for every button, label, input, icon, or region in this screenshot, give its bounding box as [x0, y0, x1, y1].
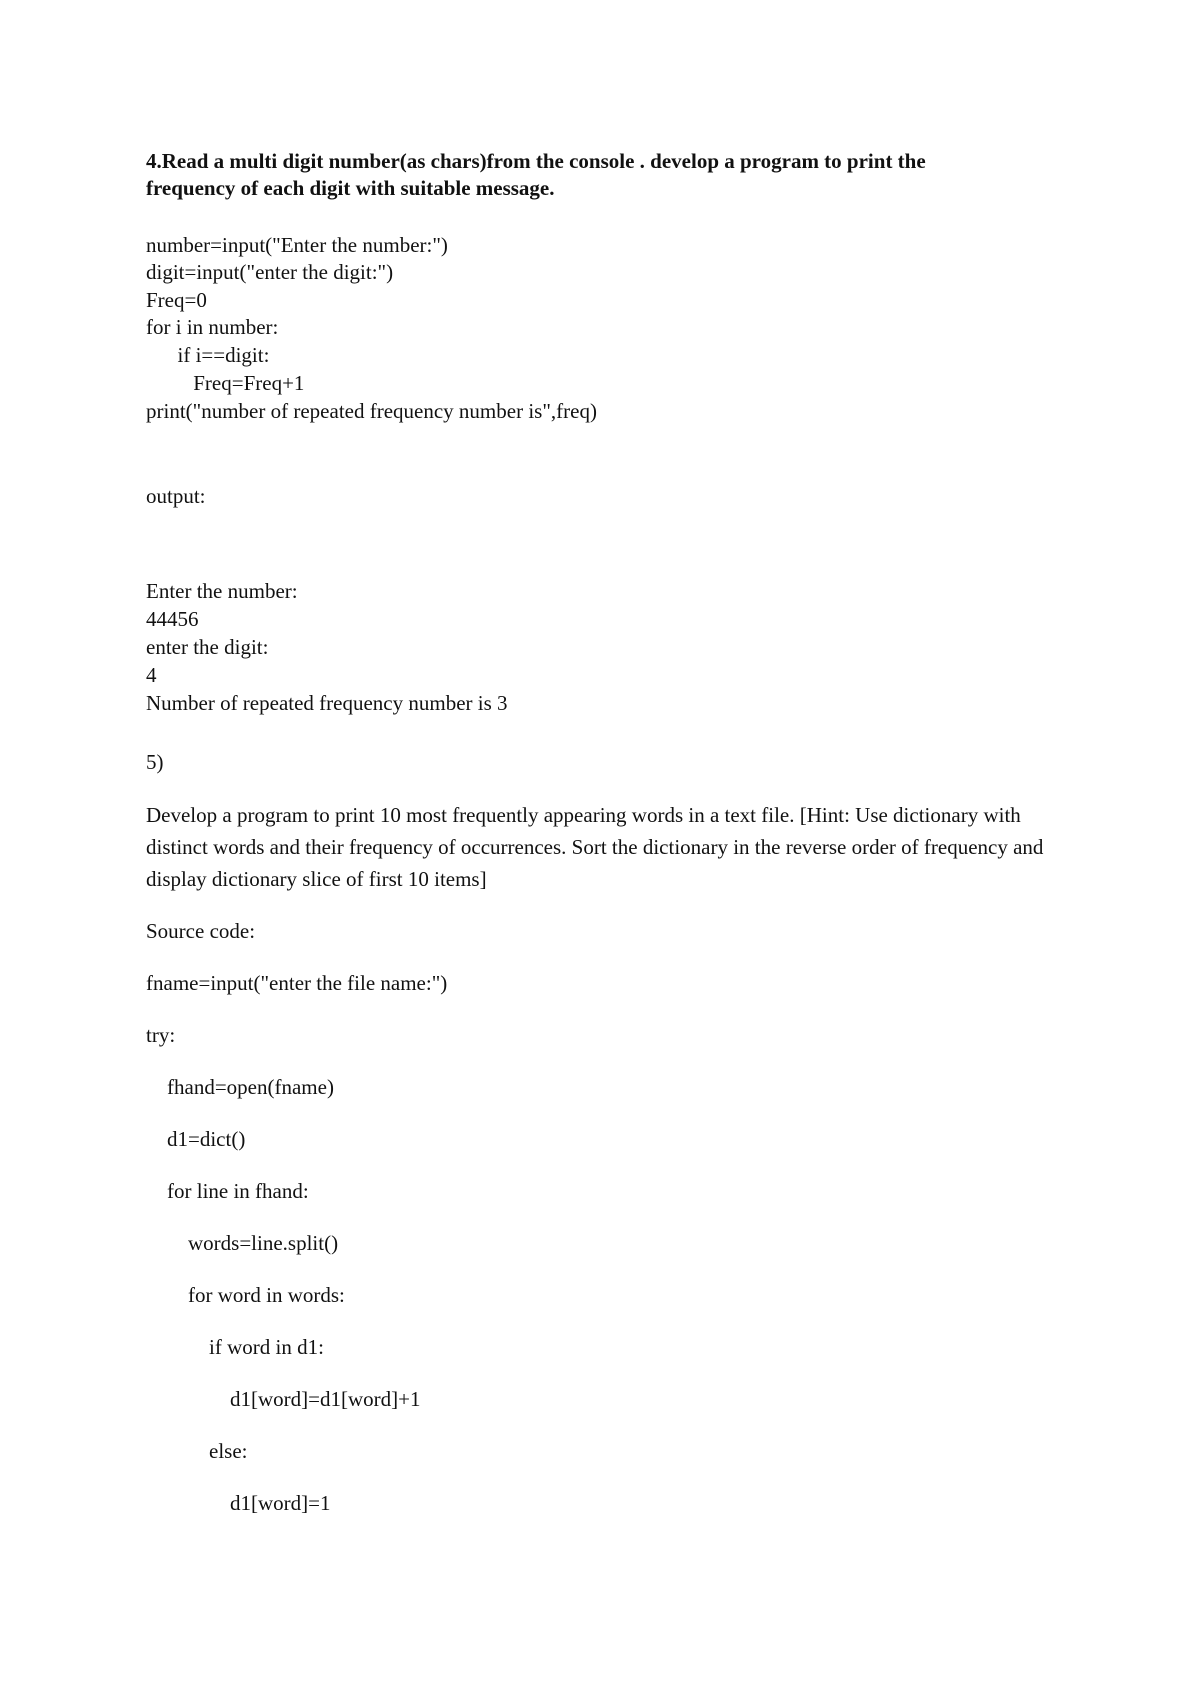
code-line: d1[word]=1 [146, 1491, 331, 1515]
code-line: for line in fhand: [146, 1179, 309, 1203]
code-line: if i==digit: [146, 343, 270, 367]
output-label: output: [146, 484, 206, 508]
code-line: number=input("Enter the number:") [146, 233, 448, 257]
code-line: d1[word]=d1[word]+1 [146, 1387, 421, 1411]
code-line: fname=input("enter the file name:") [146, 971, 448, 995]
code-line: else: [146, 1439, 248, 1463]
code-line: if word in d1: [146, 1335, 324, 1359]
code-line: fhand=open(fname) [146, 1075, 334, 1099]
output-line: 4 [146, 663, 157, 687]
question5-number: 5) [146, 750, 164, 774]
code-line: for i in number: [146, 315, 279, 339]
code-line: try: [146, 1023, 176, 1047]
code-line: print("number of repeated frequency number is",freq) [146, 399, 597, 423]
output-line: Number of repeated frequency number is 3 [146, 691, 508, 715]
source-code-label: Source code: [146, 919, 256, 943]
code-line: words=line.split() [146, 1231, 339, 1255]
code-line: digit=input("enter the digit:") [146, 260, 394, 284]
output-line: 44456 [146, 607, 199, 631]
code-line: for word in words: [146, 1283, 345, 1307]
code-line: d1=dict() [146, 1127, 246, 1151]
code-line: Freq=0 [146, 288, 207, 312]
question5-description: Develop a program to print 10 most frequently appearing words in a text file. [Hint: Use dictionary with distinct words and their frequency of occurrences. Sort the dictionary in the reverse order of frequency and display dictionary slice of first 10 items] [146, 803, 1044, 891]
code-line: Freq=Freq+1 [146, 371, 305, 395]
question4-heading-line1: 4.Read a multi digit number(as chars)from the console . develop a program to print the [146, 149, 926, 173]
output-line: enter the digit: [146, 635, 269, 659]
output-line: Enter the number: [146, 579, 298, 603]
question4-heading-line2: frequency of each digit with suitable message. [146, 176, 555, 200]
